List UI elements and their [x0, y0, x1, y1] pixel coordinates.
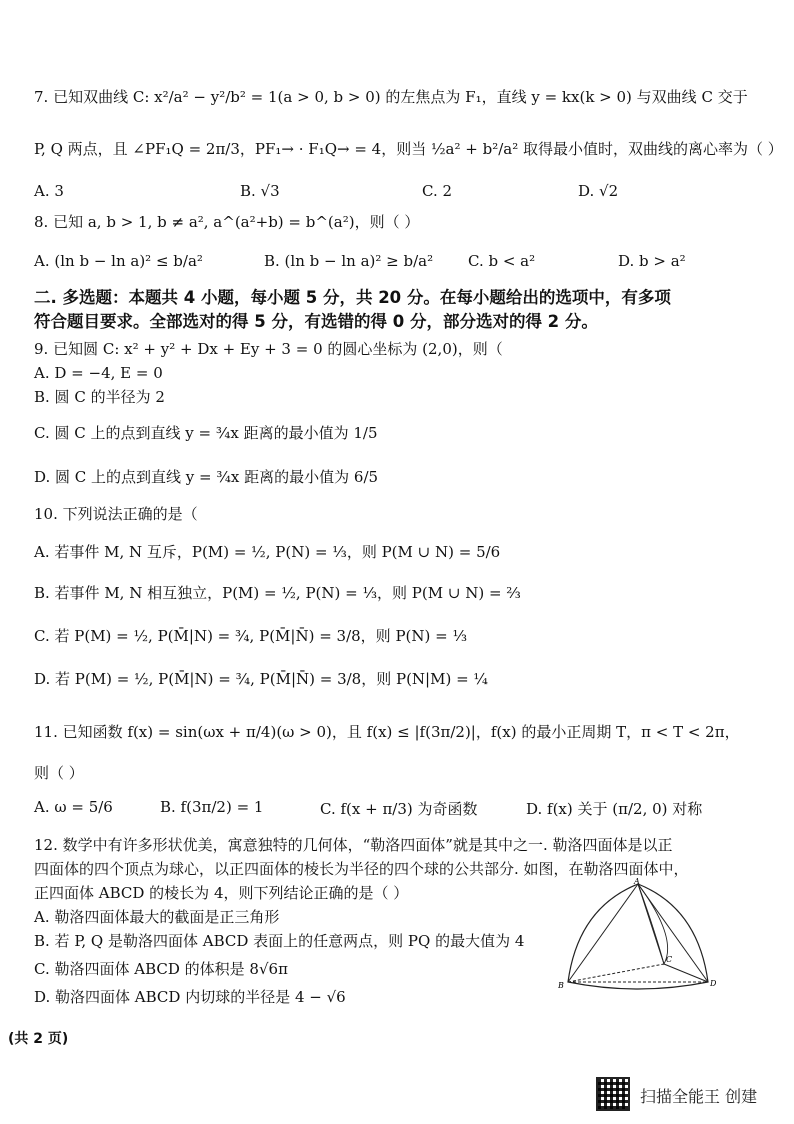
q10-stem: 10. 下列说法正确的是（ [34, 505, 198, 523]
reuleaux-tetrahedron-figure [558, 878, 718, 998]
q7-option-c: C. 2 [422, 182, 453, 200]
q12-line-2: 四面体的四个顶点为球心，以正四面体的棱长为半径的四个球的公共部分. 如图，在勒洛四面体中， [34, 860, 689, 878]
q8-options [34, 252, 774, 286]
scanner-watermark: 扫描全能王 创建 [640, 1087, 758, 1106]
q12-option-a: A. 勒洛四面体最大的截面是正三角形 [34, 908, 280, 926]
q10-option-b: B. 若事件 M, N 相互独立，P(M) = ½, P(N) = ⅓，则 P(M ∪ N) = ⅔ [34, 584, 521, 602]
q12-option-b: B. 若 P, Q 是勒洛四面体 ABCD 表面上的任意两点，则 PQ 的最大值为 4 [34, 932, 525, 950]
section-2-heading-line-1: 二. 多选题：本题共 4 小题，每小题 5 分，共 20 分。在每小题给出的选项中，有多项 [34, 288, 671, 307]
q10-option-d: D. 若 P(M) = ½, P(M̄|N) = ¾, P(M̄|N̄) = 3/8，则 P(N|M) = ¼ [34, 670, 488, 688]
q12-option-c: C. 勒洛四面体 ABCD 的体积是 8√6π [34, 960, 288, 978]
q12-line-1: 12. 数学中有许多形状优美，寓意独特的几何体，“勒洛四面体”就是其中之一. 勒洛四面体是以正 [34, 836, 673, 854]
q7-option-d: D. √2 [578, 182, 619, 200]
q7-option-b: B. √3 [240, 182, 280, 200]
page-count-footer: (共 2 页) [8, 1031, 69, 1047]
q11-option-a: A. ω = 5/6 [34, 798, 113, 816]
q8-option-c: C. b < a² [468, 252, 536, 270]
q12-option-d: D. 勒洛四面体 ABCD 内切球的半径是 4 − √6 [34, 988, 346, 1006]
q8-option-a: A. (ln b − ln a)² ≤ b/a² [34, 252, 203, 270]
q9-option-b: B. 圆 C 的半径为 2 [34, 388, 165, 406]
q8-stem: 8. 已知 a, b > 1, b ≠ a², a^(a²+b) = b^(a²)，则（ ） [34, 213, 420, 231]
figure-label-b: B [558, 981, 564, 990]
q10-option-a: A. 若事件 M, N 互斥，P(M) = ½, P(N) = ⅓，则 P(M ∪ N) = 5/6 [34, 543, 501, 561]
q7-options [34, 182, 774, 216]
q11-option-d: D. f(x) 关于 (π/2, 0) 对称 [526, 800, 703, 818]
q9-stem: 9. 已知圆 C: x² + y² + Dx + Ey + 3 = 0 的圆心坐标为 (2,0)，则（ [34, 340, 503, 358]
figure-label-c: C [666, 955, 673, 964]
q9-option-a: A. D = −4, E = 0 [34, 364, 163, 382]
q7-option-a: A. 3 [34, 182, 64, 200]
q8-option-b: B. (ln b − ln a)² ≥ b/a² [264, 252, 434, 270]
figure-label-d: D [710, 979, 717, 988]
q11-option-b: B. f(3π/2) = 1 [160, 798, 264, 816]
q11-line-1: 11. 已知函数 f(x) = sin(ωx + π/4)(ω > 0)，且 f(x) ≤ |f(3π/2)|，f(x) 的最小正周期 T，π < T < 2π， [34, 723, 740, 741]
q9-option-c: C. 圆 C 上的点到直线 y = ¾x 距离的最小值为 1/5 [34, 424, 378, 442]
section-2-heading-line-2: 符合题目要求。全部选对的得 5 分，有选错的得 0 分，部分选对的得 2 分。 [34, 312, 598, 331]
qr-code-icon [596, 1077, 630, 1111]
q8-option-d: D. b > a² [618, 252, 686, 270]
q10-option-c: C. 若 P(M) = ½, P(M̄|N) = ¾, P(M̄|N̄) = 3/8，则 P(N) = ⅓ [34, 627, 468, 645]
q11-options [34, 798, 774, 832]
q7-line-2: P, Q 两点，且 ∠PF₁Q = 2π/3，PF₁→ · F₁Q→ = 4，则当 ½a² + b²/a² 取得最小值时，双曲线的离心率为（ ） [34, 140, 783, 158]
q11-option-c: C. f(x + π/3) 为奇函数 [320, 800, 478, 818]
q7-line-1: 7. 已知双曲线 C: x²/a² − y²/b² = 1(a > 0, b > 0) 的左焦点为 F₁，直线 y = kx(k > 0) 与双曲线 C 交于 [34, 88, 748, 106]
q9-option-d: D. 圆 C 上的点到直线 y = ¾x 距离的最小值为 6/5 [34, 468, 379, 486]
q12-line-3: 正四面体 ABCD 的棱长为 4，则下列结论正确的是（ ） [34, 884, 409, 902]
q11-line-2: 则（ ） [34, 764, 84, 782]
figure-label-a: A [634, 878, 640, 886]
